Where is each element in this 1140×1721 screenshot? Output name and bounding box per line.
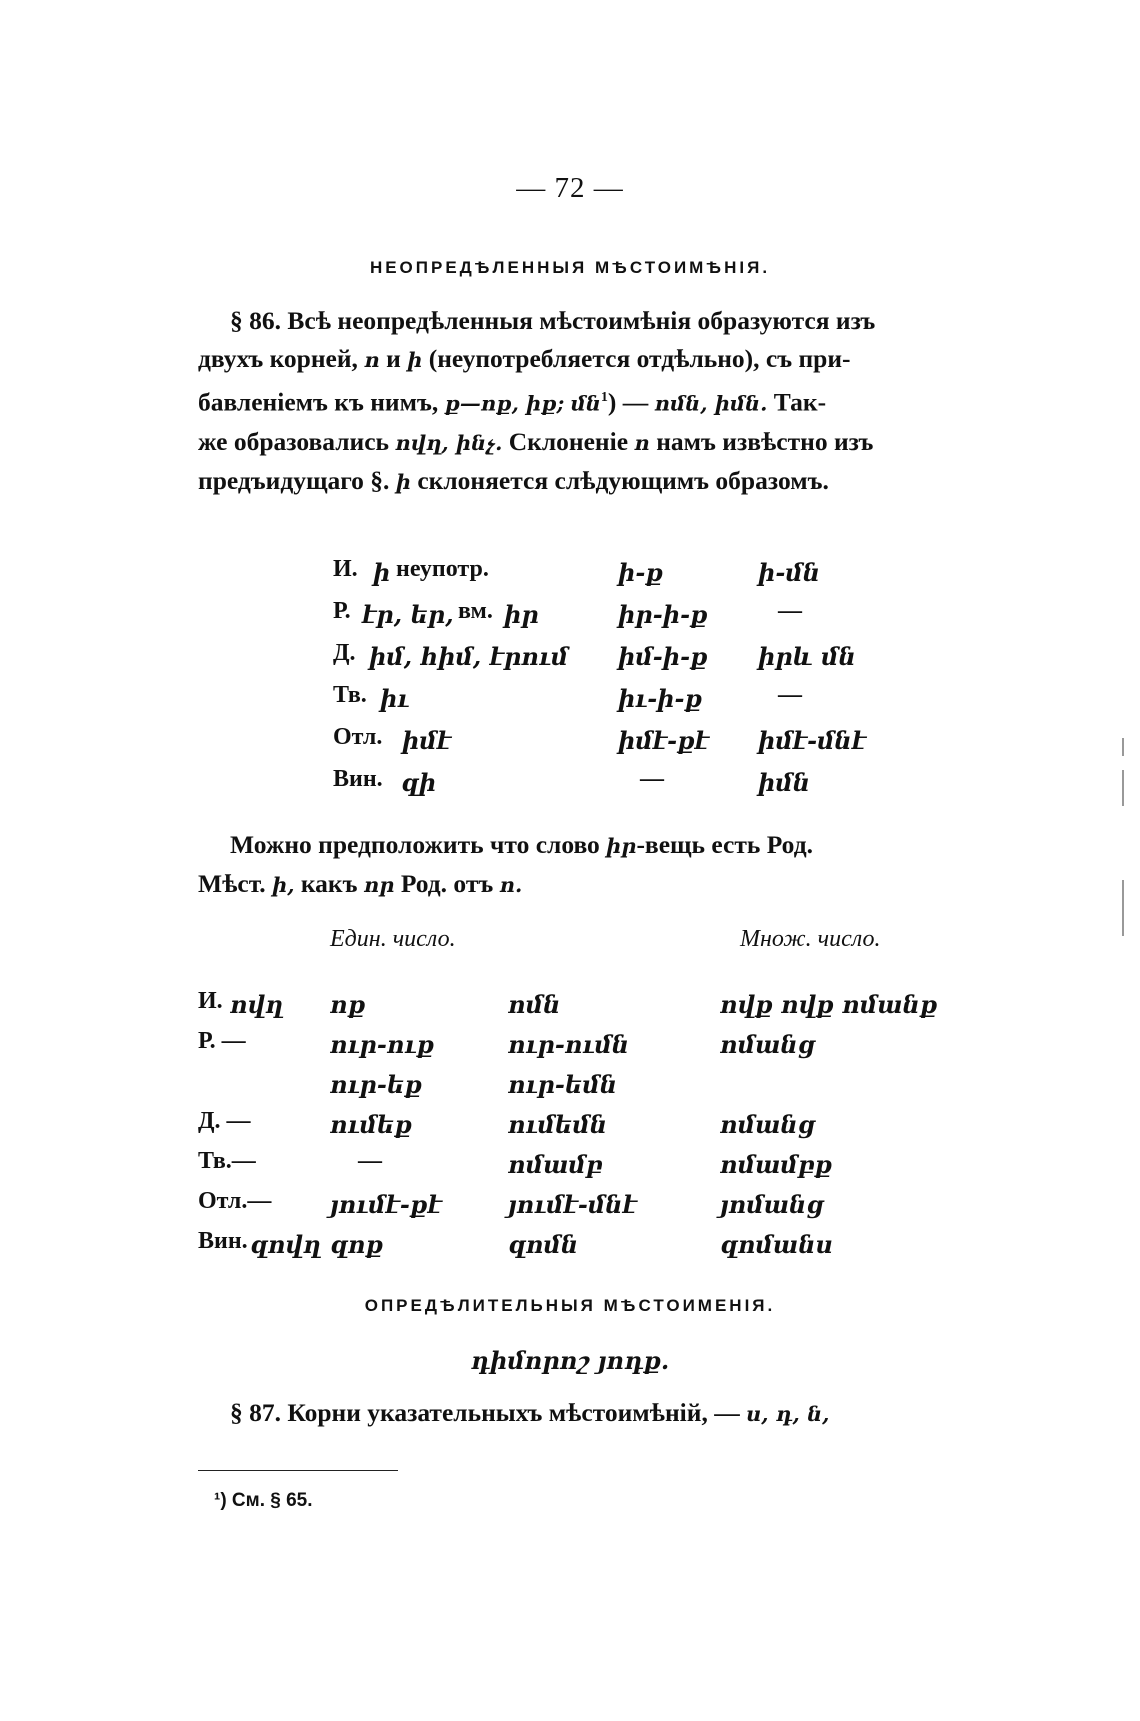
scan-mark [1122,770,1124,806]
armenian-word: իր [606,833,637,858]
armenian-subtitle: դիմորոշ յոդք. [470,1346,670,1375]
armenian-word: ոմն, իմն. [654,390,768,416]
armenian-word: ք—ոք, իք; [444,390,565,416]
paragraph-86 [198,302,954,501]
armenian-word: ո. [499,872,523,897]
column-header-plural: Множ. число. [740,926,881,952]
para86-line2: двухъ корней, ո и ի (неупотребляется отдѣльно), съ при- [198,344,851,373]
armenian-word: մն [570,390,601,416]
armenian-word: ի, [272,872,295,897]
page-number: — 72 — [516,172,624,204]
armenian-word: ո [634,429,650,455]
armenian-word: ս, դ, ն, [746,1401,830,1426]
paragraph-87: § 87. Корни указательныхъ мѣстоимѣній, — ս, դ, ն, [230,1398,830,1427]
scan-mark [1122,880,1124,936]
section-heading-indefinite: НЕОПРЕДѢЛЕННЫЯ МѢСТОИМѢНІЯ. [369,258,771,277]
armenian-word: ի [395,468,411,494]
para86-line4: же образовались ովղ, ինչ. Склоненіе ո намъ извѣстно изъ [198,426,874,456]
footnote-divider [198,1470,398,1471]
scan-mark [1122,738,1124,756]
para86-line5: предъидущаго §. ի склоняется слѣдующимъ образомъ. [198,465,829,495]
column-header-singular: Един. число. [330,926,456,952]
section-heading-definitive: ОПРЕДѢЛИТЕЛЬНЫЯ МѢСТОИМЕНІЯ. [364,1296,776,1315]
footnote: ¹) См. § 65. [214,1490,313,1511]
paragraph-between: Можно предположить что слово իր-вещь есть Род. Мѣст. ի, какъ որ Род. отъ ո. [198,830,813,898]
armenian-word: ի [407,347,423,372]
para86-line3: бавленіемъ къ нимъ, ք—ոք, իք; մն$^1$) — ոմն, իմն. Так- [198,387,827,417]
footnote-ref: 1 [600,390,608,405]
armenian-word: ո [364,347,380,372]
armenian-word: որ [363,872,395,897]
para86-line1: § 86. Всѣ неопредѣленныя мѣстоимѣнія образуются изъ [230,306,876,335]
armenian-word: ովղ, ինչ. [395,429,503,455]
